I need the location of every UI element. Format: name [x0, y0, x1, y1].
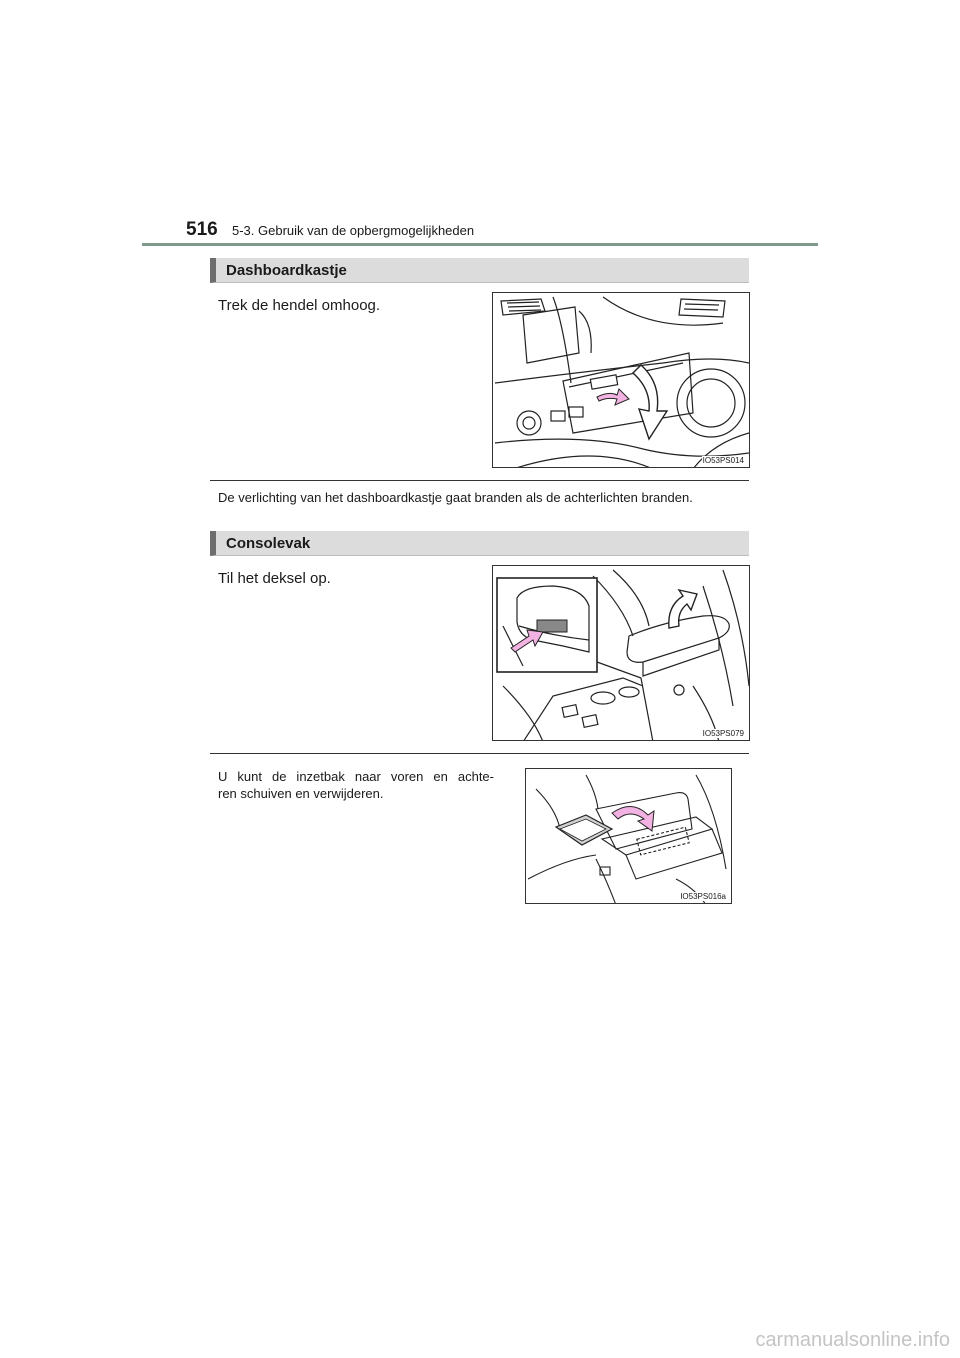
step-instruction: Trek de hendel omhoog. [218, 297, 381, 314]
figure-code: IO53PS079 [702, 729, 744, 738]
glovebox-drawing [493, 293, 750, 468]
lighting-note: De verlichting van het dashboardkastje gaat branden als de achterlichten branden. [218, 490, 693, 505]
tray-drawing [526, 769, 732, 904]
section-title: Dashboardkastje [226, 262, 347, 279]
section-divider [210, 480, 749, 481]
step-instruction: Til het deksel op. [218, 570, 331, 587]
section-header-console [210, 531, 749, 556]
section-title: Consolevak [226, 535, 311, 552]
tray-note-line: ren schuiven en verwijderen. [218, 786, 384, 801]
glovebox-illustration [492, 292, 750, 468]
figure-code: IO53PS014 [702, 456, 744, 465]
console-drawing [493, 566, 750, 741]
section-divider [210, 753, 749, 754]
running-head: 5-3. Gebruik van de opbergmogelijkheden [232, 223, 475, 238]
header-rule [142, 243, 818, 246]
tray-note-line: U kunt de inzetbak naar voren en achte- [218, 769, 494, 784]
tray-note [218, 768, 494, 802]
figure-code: IO53PS016a [680, 892, 726, 901]
tray-illustration [525, 768, 732, 904]
page-number: 516 [186, 219, 218, 240]
watermark: carmanualsonline.info [755, 1329, 950, 1351]
console-illustration [492, 565, 750, 741]
section-header-glovebox [210, 258, 749, 283]
